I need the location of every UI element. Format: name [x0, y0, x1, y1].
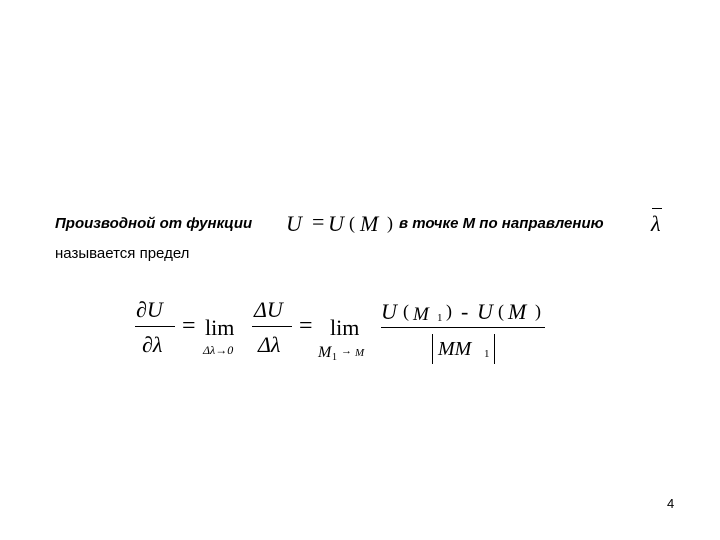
abs-bar-right — [494, 334, 495, 364]
lim-2-sub-m: M — [318, 344, 332, 361]
numerator-lparen-2: ( — [498, 301, 504, 321]
denominator-mm: MM — [438, 338, 472, 360]
fraction-bar-2 — [252, 326, 292, 327]
lim-2: lim — [330, 315, 360, 340]
partial-numerator: ∂U — [136, 297, 163, 322]
denominator-index: 1 — [484, 348, 490, 360]
fraction-bar-3 — [381, 327, 545, 328]
equals-1: = — [182, 313, 196, 339]
numerator-minus: - — [461, 299, 469, 324]
page-number: 4 — [667, 496, 675, 511]
function-rhs: U — [328, 211, 344, 236]
numerator-m1: M — [413, 304, 429, 325]
numerator-m1-index: 1 — [437, 312, 443, 324]
definition-second-line: называется предел — [55, 245, 190, 262]
function-equals: = — [312, 209, 325, 234]
numerator-u-1: U — [381, 299, 397, 324]
lim-1-subscript: Δλ→0 — [203, 343, 234, 357]
lim-2-sub-target: M — [355, 347, 365, 359]
lim-1: lim — [205, 315, 235, 340]
function-arg: M — [360, 211, 379, 236]
numerator-lparen-1: ( — [403, 301, 409, 321]
definition-lead-text: Производной от функции — [55, 215, 253, 232]
abs-bar-left — [432, 334, 433, 364]
partial-denominator: ∂λ — [142, 332, 163, 357]
lambda-symbol: λ — [651, 211, 661, 236]
function-rparen: ) — [387, 213, 393, 233]
fraction-bar-1 — [135, 326, 175, 327]
equals-2: = — [299, 313, 313, 339]
definition-middle-text: в точке М по направлению — [399, 215, 604, 232]
delta-numerator: ΔU — [254, 297, 283, 322]
numerator-u-2: U — [477, 299, 493, 324]
overline-bar — [652, 208, 662, 209]
function-lparen: ( — [349, 213, 355, 233]
lim-2-sub-arrow: → — [341, 345, 352, 357]
function-lhs: U — [286, 211, 302, 236]
numerator-m: M — [508, 299, 527, 324]
numerator-rparen-1: ) — [446, 301, 452, 321]
delta-denominator: Δλ — [258, 332, 281, 357]
numerator-rparen-2: ) — [535, 301, 541, 321]
lim-2-sub-index: 1 — [332, 352, 337, 363]
